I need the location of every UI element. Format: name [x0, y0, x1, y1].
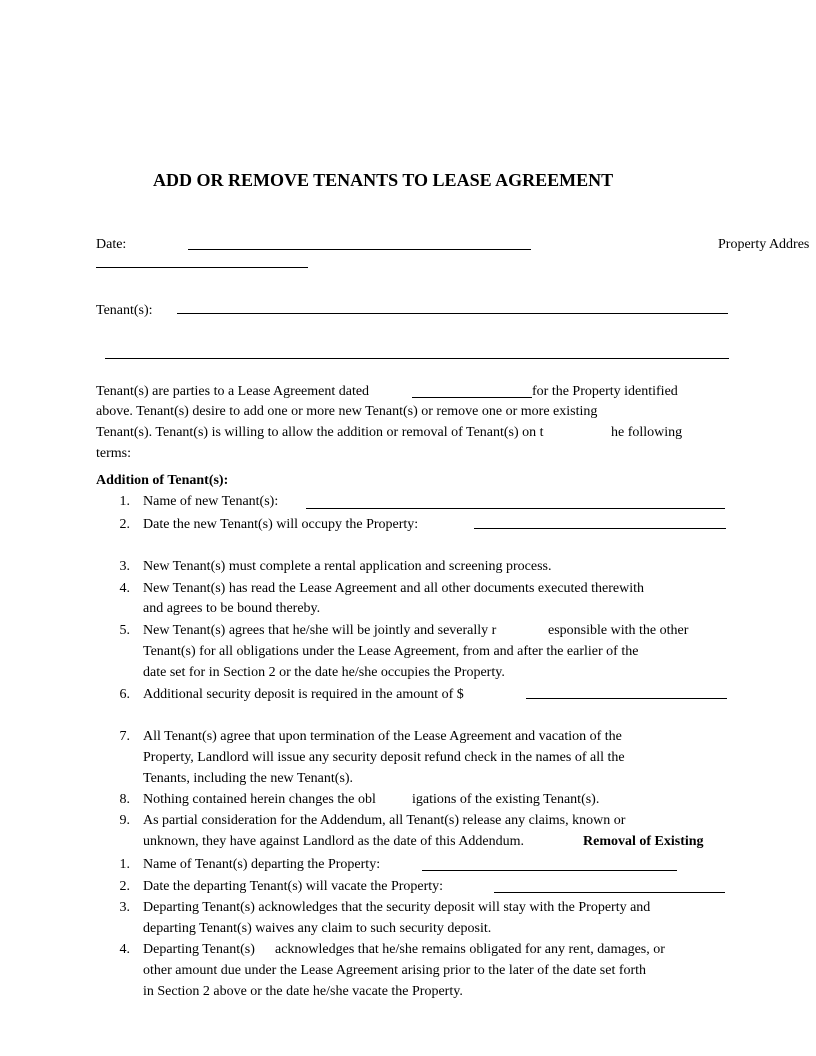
addition-heading: Addition of Tenant(s):: [96, 473, 229, 488]
addition-item-text: Date the new Tenant(s) will occupy the Property:: [143, 517, 419, 532]
document-title: ADD OR REMOVE TENANTS TO LEASE AGREEMENT: [153, 170, 614, 190]
addition-item-number: 8.: [119, 792, 130, 807]
removal-item-text: Departing Tenant(s): [143, 942, 255, 957]
removal-item-text: Departing Tenant(s) acknowledges that the security deposit will stay with the Property and: [143, 900, 651, 915]
property-address-field[interactable]: [96, 267, 308, 268]
tenants-label: Tenant(s):: [96, 303, 153, 318]
removal-item-text: Date the departing Tenant(s) will vacate the Property:: [143, 879, 444, 894]
addition-item-text: New Tenant(s) must complete a rental application and screening process.: [143, 559, 552, 574]
date-field[interactable]: [188, 249, 531, 250]
addition-item-text: Name of new Tenant(s):: [143, 494, 279, 509]
addition-item-text: Nothing contained herein changes the obl: [143, 792, 376, 807]
addition-item-number: 1.: [119, 494, 130, 509]
addition-item-text: New Tenant(s) has read the Lease Agreement and all other documents executed therewith: [143, 581, 645, 596]
addition-item-number: 4.: [119, 581, 130, 596]
intro-line-3a: Tenant(s). Tenant(s) is willing to allow the addition or removal of Tenant(s) on t: [96, 425, 544, 440]
addition-item-text: and agrees to be bound thereby.: [143, 601, 321, 616]
removal-item-text: departing Tenant(s) waives any claim to such security deposit.: [143, 921, 492, 936]
intro-line-1b: for the Property identified: [532, 384, 678, 399]
intro-line-4: terms:: [96, 446, 131, 461]
addition-item-text: esponsible with the other: [548, 623, 689, 638]
addition-item-text: Tenant(s) for all obligations under the Lease Agreement, from and after the earlier of the: [143, 644, 639, 659]
addition-item-number: 5.: [119, 623, 130, 638]
removal-item-number: 4.: [119, 942, 130, 957]
addition-item-text: date set for in Section 2 or the date he/she occupies the Property.: [143, 665, 505, 680]
removal-item-text: in Section 2 above or the date he/she vacate the Property.: [143, 984, 463, 999]
removal-item-number: 2.: [119, 879, 130, 894]
intro-line-1a: Tenant(s) are parties to a Lease Agreement dated: [96, 384, 370, 399]
removal-item-number: 3.: [119, 900, 130, 915]
addition-item-number: 2.: [119, 517, 130, 532]
tenants-field-line-2[interactable]: [105, 358, 729, 359]
intro-line-2: above. Tenant(s) desire to add one or more new Tenant(s) or remove one or more existing: [96, 404, 598, 419]
addition-item-number: 7.: [119, 729, 130, 744]
addition-item-text: New Tenant(s) agrees that he/she will be jointly and severally r: [143, 623, 497, 638]
departing-tenant-name-field[interactable]: [422, 870, 677, 871]
addition-item-text: Tenants, including the new Tenant(s).: [143, 771, 354, 786]
removal-item-text: other amount due under the Lease Agreement arising prior to the later of the date set forth: [143, 963, 647, 978]
tenants-field[interactable]: [177, 313, 728, 314]
addition-item-text: unknown, they have against Landlord as the date of this Addendum.: [143, 834, 525, 849]
addition-item-text: igations of the existing Tenant(s).: [412, 792, 600, 807]
addition-item-text: As partial consideration for the Addendum, all Tenant(s) release any claims, known or: [143, 813, 626, 828]
removal-item-number: 1.: [119, 857, 130, 872]
addition-item-text: Additional security deposit is required in the amount of $: [143, 687, 464, 702]
removal-item-text: Name of Tenant(s) departing the Property:: [143, 857, 381, 872]
date-label: Date:: [96, 237, 127, 252]
security-deposit-amount-field[interactable]: [526, 698, 727, 699]
property-address-label: Property Addres: [718, 237, 810, 252]
lease-date-field[interactable]: [412, 397, 532, 398]
removal-heading: Removal of Existing: [583, 834, 704, 849]
intro-line-3b: he following: [611, 425, 683, 440]
departing-tenant-vacate-date-field[interactable]: [494, 892, 725, 893]
new-tenant-occupy-date-field[interactable]: [474, 528, 726, 529]
removal-item-text: acknowledges that he/she remains obligated for any rent, damages, or: [275, 942, 665, 957]
new-tenant-name-field[interactable]: [306, 508, 725, 509]
addition-item-number: 6.: [119, 687, 130, 702]
addition-item-number: 3.: [119, 559, 130, 574]
addition-item-text: All Tenant(s) agree that upon termination of the Lease Agreement and vacation of the: [143, 729, 622, 744]
addition-item-text: Property, Landlord will issue any security deposit refund check in the names of all the: [143, 750, 625, 765]
addition-item-number: 9.: [119, 813, 130, 828]
